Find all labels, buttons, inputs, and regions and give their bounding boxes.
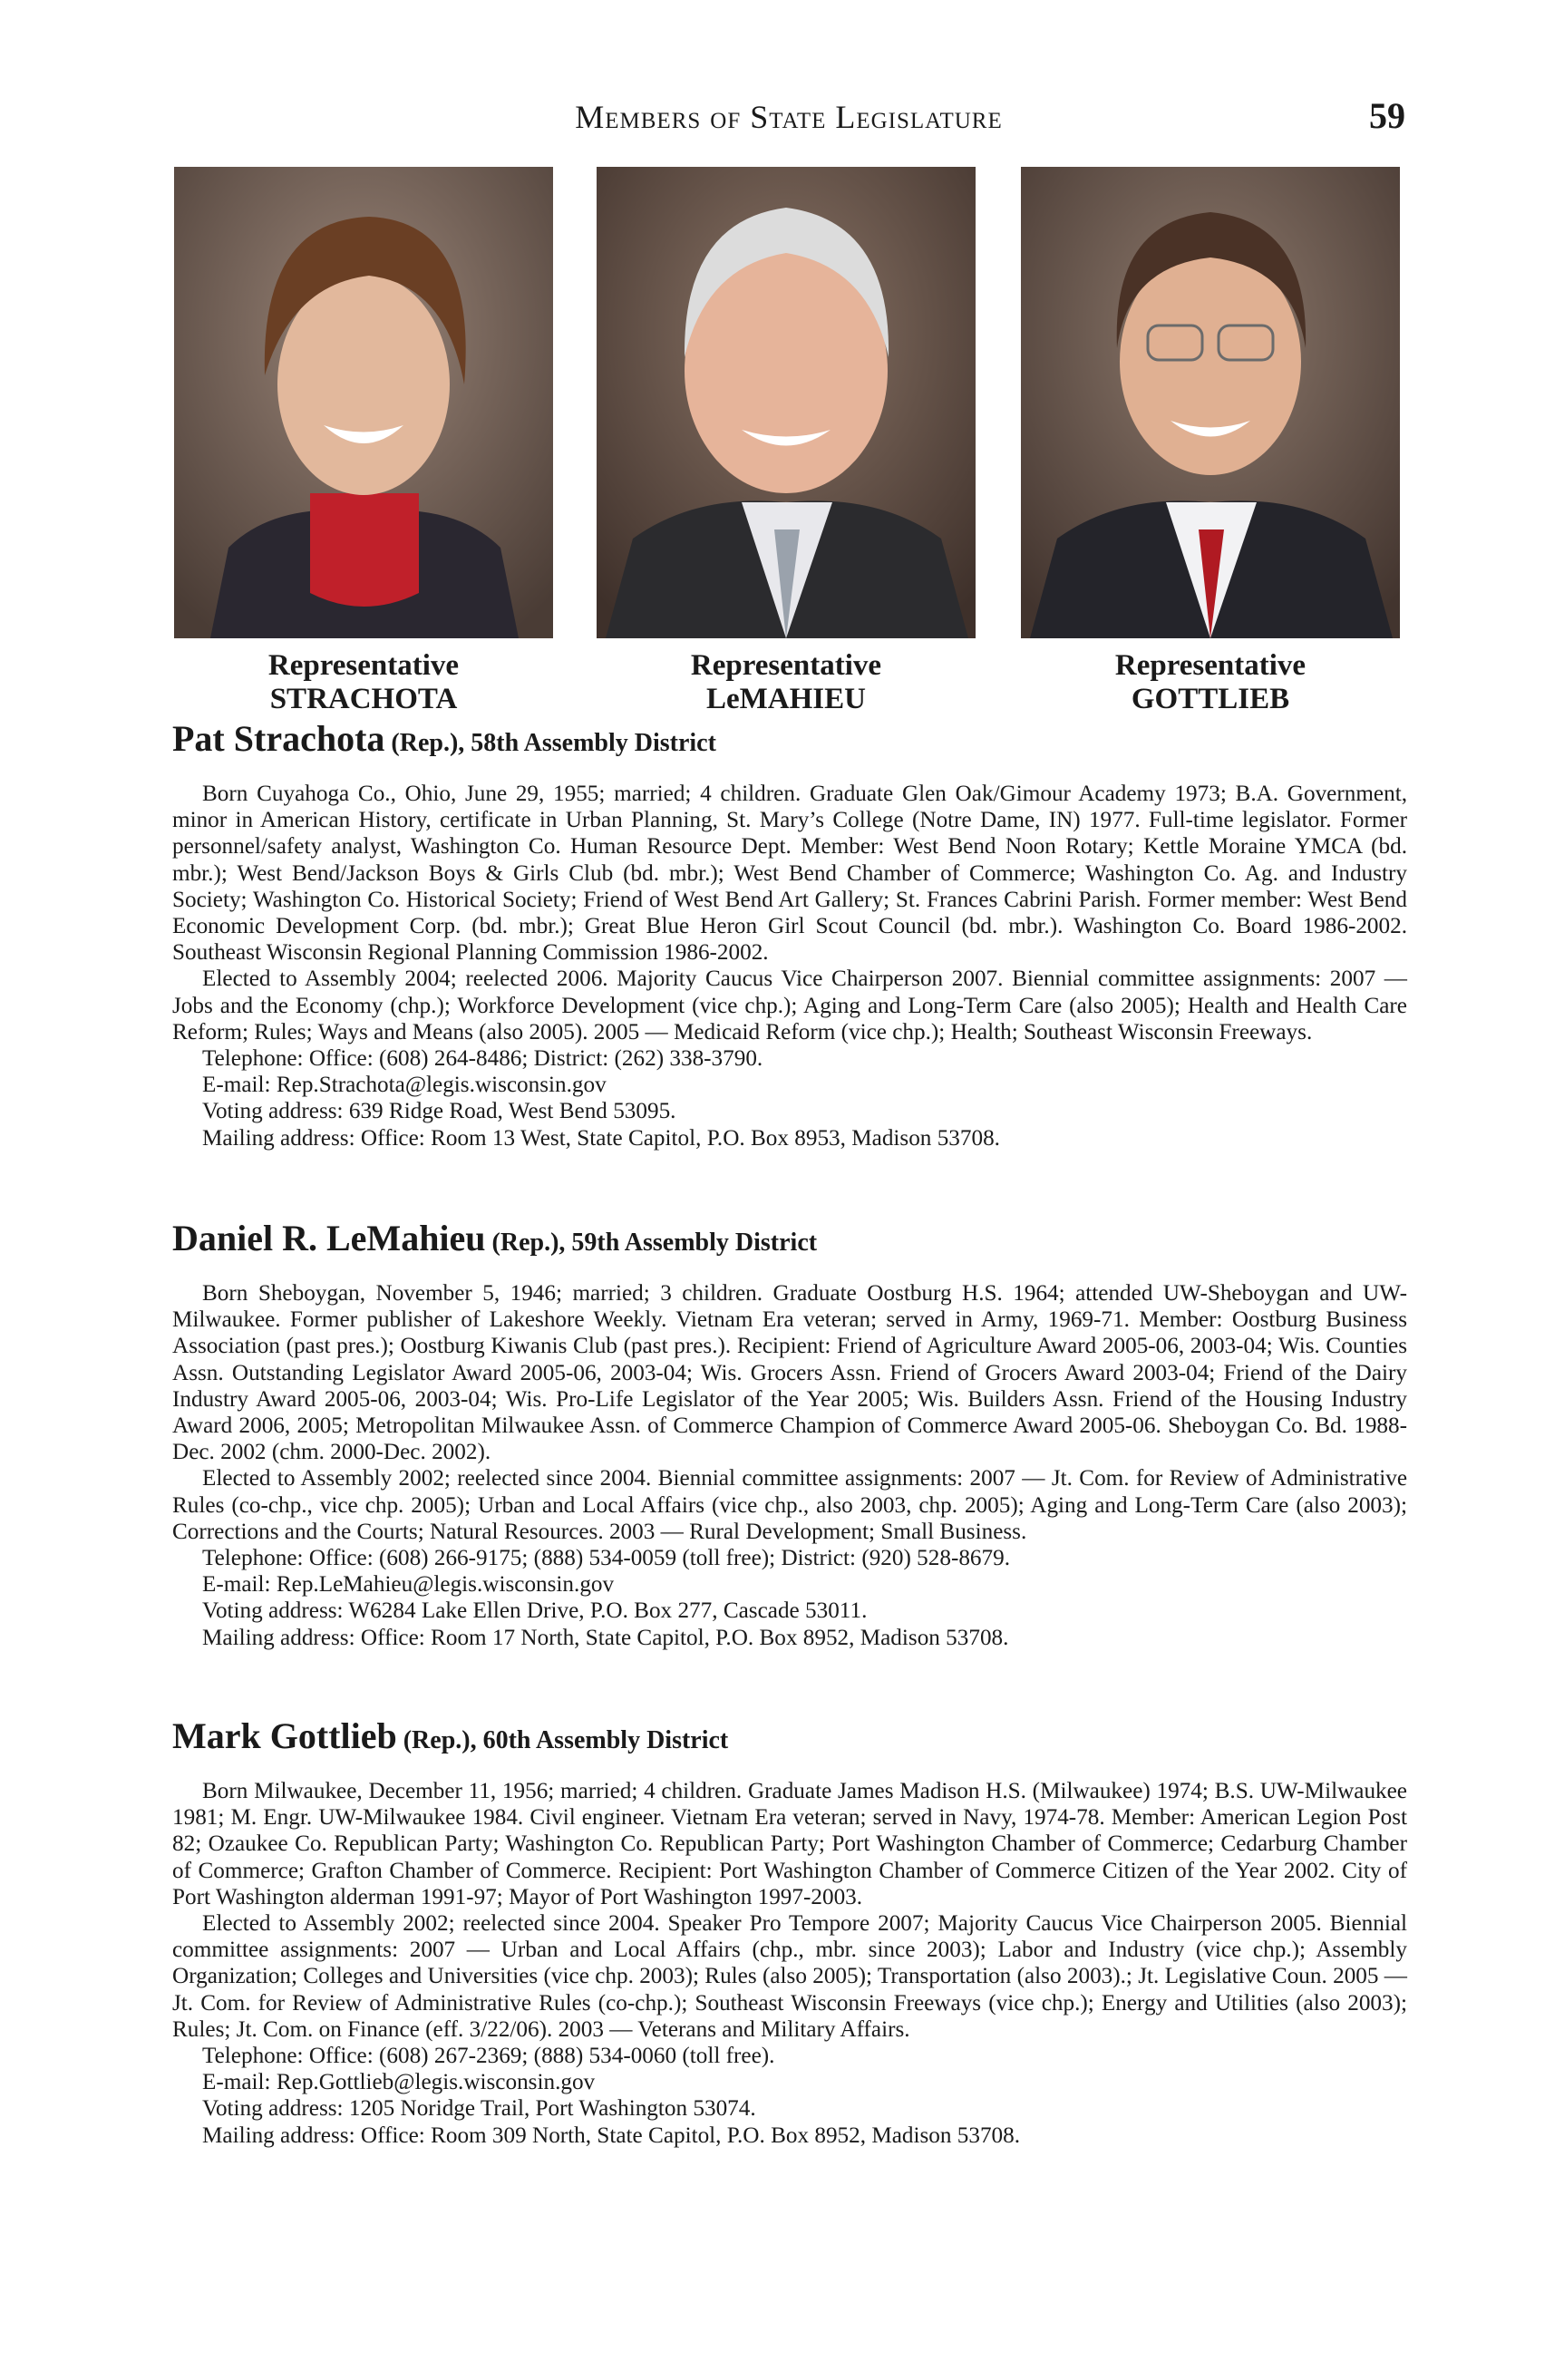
bio-paragraph: Born Milwaukee, December 11, 1956; married; 4 children. Graduate James Madison H.S. (Milwaukee) 1974; B.S. UW-Milwaukee 1981; M. Engr. UW-Milwaukee 1984. Civil engineer. Vietnam Era veteran; served in Navy, 1974-78. Member: American Legion Post 82; Ozaukee Co. Republican Party; Washington Co. Republican Party; Port Washington Chamber of Commerce; Cedarburg Chamber of Commerce; Grafton Chamber of Commerce. Recipient: Port Washington Chamber of Commerce Citizen of the Year 2002. City of Port Washington alderman 1991-97; Mayor of Port Washington 1997-2003. [172,1779,1407,1909]
member-district: (Rep.), 58th Assembly District [384,729,716,757]
bio-paragraph: Elected to Assembly 2002; reelected since 2004. Biennial committee assignments: 2007 — Jt. Com. for Review of Administrative Rules (co-chp., vice chp. 2005); Urban and Local Affairs (vice chp., also 2003, chp. 2005); Aging and Long-Term Care (also 2003); Corrections and the Courts; Natural Resources. 2003 — Rural Development; Small Business. [172,1466,1407,1544]
bio-lemahieu [172,1218,1407,1651]
page-header [172,95,1405,143]
email-line: E-mail: Rep.Gottlieb@legis.wisconsin.gov [202,2070,596,2095]
member-name: Mark Gottlieb [172,1715,397,1756]
member-name: Daniel R. LeMahieu [172,1218,486,1258]
bio-strachota [172,718,1407,1151]
photo-gottlieb [1021,167,1400,638]
bio-heading [172,1715,1407,1765]
caption-title: Representative [267,649,460,682]
voting-address: Voting address: 639 Ridge Road, West Bend 53095. [202,1099,676,1124]
email-line: E-mail: Rep.Strachota@legis.wisconsin.gov [202,1073,607,1098]
bio-paragraph: Elected to Assembly 2004; reelected 2006. Majority Caucus Vice Chairperson 2007. Biennial committee assignments: 2007 — Jobs and the Economy (chp.); Workforce Development (vice chp.); Aging and Long-Term Care (also 2005); Health and Health Care Reform; Rules; Ways and Means (also 2005). 2005 — Medicaid Reform (vice chp.); Health; Southeast Wisconsin Freeways. [172,967,1407,1044]
bio-gottlieb [172,1715,1407,2149]
mailing-address: Mailing address: Office: Room 309 North, State Capitol, P.O. Box 8952, Madison 53708. [202,2123,1021,2148]
caption-title: Representative [1114,649,1307,682]
bio-heading [172,1218,1407,1268]
caption-surname: GOTTLIEB [1131,683,1290,715]
running-title: Members of State Legislature [575,99,1003,135]
telephone-line: Telephone: Office: (608) 264-8486; District: (262) 338-3790. [202,1046,763,1072]
member-district: (Rep.), 60th Assembly District [396,1726,729,1754]
telephone-line: Telephone: Office: (608) 266-9175; (888) 534-0059 (toll free); District: (920) 528-8679. [202,1546,1011,1571]
bio-heading [172,718,1407,768]
bio-paragraph: Elected to Assembly 2002; reelected since 2004. Speaker Pro Tempore 2007; Majority Caucus Vice Chairperson 2005. Biennial committee assignments: 2007 — Urban and Local Affairs (chp., mbr. since 2003); Labor and Industry (vice chp.); Assembly Organization; Colleges and Universities (vice chp. 2003); Rules (also 2005); Transportation (also 2003).; Jt. Legislative Coun. 2005 — Jt. Com. for Review of Administrative Rules (co-chp.); Southeast Wisconsin Freeways (vice chp.); Energy and Utilities (also 2003); Rules; Jt. Com. on Finance (eff. 3/22/06). 2003 — Veterans and Military Affairs. [172,1911,1407,2042]
telephone-line: Telephone: Office: (608) 267-2369; (888) 534-0060 (toll free). [202,2044,775,2069]
caption-gottlieb [1002,649,1419,716]
mailing-address: Mailing address: Office: Room 17 North, State Capitol, P.O. Box 8952, Madison 53708. [202,1625,1009,1650]
bio-paragraph: Born Cuyahoga Co., Ohio, June 29, 1955; married; 4 children. Graduate Glen Oak/Gimour Academy 1973; B.A. Government, minor in American History, certificate in Urban Planning, St. Mary’s College (Notre Dame, IN) 1977. Full-time legislator. Former personnel/safety analyst, Washington Co. Human Resource Dept. Member: West Bend Noon Rotary; Kettle Moraine YMCA (bd. mbr.); West Bend/Jackson Boys & Girls Club (bd. mbr.); West Bend Chamber of Commerce; Washington Co. Ag. and Industry Society; Washington Co. Historical Society; Friend of West Bend Art Gallery; St. Frances Cabrini Parish. Former member: West Bend Economic Development Corp. (bd. mbr.); Great Blue Heron Girl Scout Council (bd. mbr.). Washington Co. Board 1986-2002. Southeast Wisconsin Regional Planning Commission 1986-2002. [172,782,1407,966]
voting-address: Voting address: W6284 Lake Ellen Drive, P.O. Box 277, Cascade 53011. [202,1598,868,1624]
photo-strachota [174,167,553,638]
photo-lemahieu [597,167,976,638]
member-name: Pat Strachota [172,718,385,759]
member-district: (Rep.), 59th Assembly District [485,1229,818,1257]
caption-title: Representative [690,649,882,682]
bio-paragraph: Born Sheboygan, November 5, 1946; married; 3 children. Graduate Oostburg H.S. 1964; attended UW-Sheboygan and UW-Milwaukee. Former publisher of Lakeshore Weekly. Vietnam Era veteran; served in Army, 1969-71. Member: Oostburg Business Association (past pres.); Oostburg Kiwanis Club (past pres.). Recipient: Friend of Agriculture Award 2005-06, 2003-04; Wis. Counties Assn. Outstanding Legislator Award 2005-06, 2003-04; Wis. Grocers Assn. Friend of Grocers Award 2003-04; Friend of the Dairy Industry Award 2005-06, 2003-04; Wis. Pro-Life Legislator of the Year 2005; Wis. Builders Assn. Friend of the Housing Industry Award 2006, 2005; Metropolitan Milwaukee Assn. of Commerce Champion of Commerce Award 2005-06. Sheboygan Co. Bd. 1988-Dec. 2002 (chm. 2000-Dec. 2002). [172,1281,1407,1465]
caption-lemahieu [578,649,995,716]
mailing-address: Mailing address: Office: Room 13 West, State Capitol, P.O. Box 8953, Madison 53708. [202,1125,1000,1151]
caption-strachota [155,649,572,716]
voting-address: Voting address: 1205 Noridge Trail, Port Washington 53074. [202,2096,756,2122]
email-line: E-mail: Rep.LeMahieu@legis.wisconsin.gov [202,1572,615,1598]
caption-surname: STRACHOTA [269,683,458,715]
caption-surname: LeMAHIEU [706,683,866,715]
page-number: 59 [1369,95,1405,136]
